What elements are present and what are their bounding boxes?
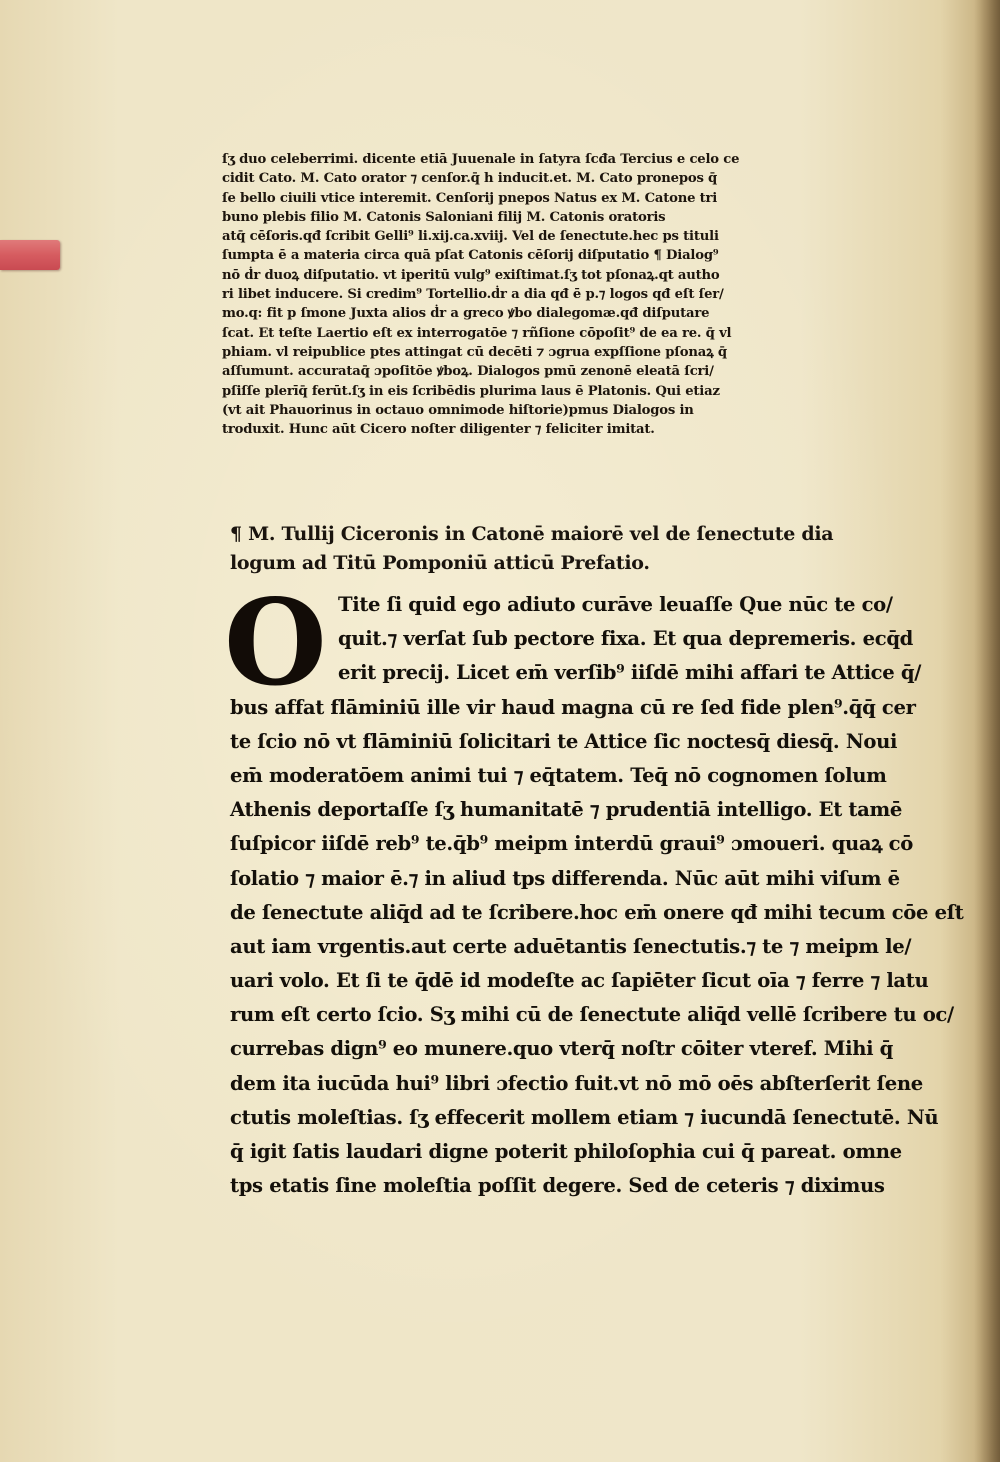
main-text-block [230,588,964,1203]
commentary-line: ſumpta ē a materia circa quā pſat Catonis cēſorij diſputatio ¶ Dialog⁹ [222,248,719,264]
heading-line: logum ad Titū Pomponiū atticū Prefatio. [230,552,650,574]
commentary-line: ſe bello ciuili vtice interemit. Cenſorij pnepos Natus ex M. Catone tri [222,190,718,206]
commentary-line: (vt ait Phauorinus in octauo omnimode hiſtorie)pmus Dialogos in [222,402,694,418]
body-line: ſolatio ⁊ maior ē.⁊ in aliud tps differenda. Nūc aūt mihi viſum ē [230,866,900,890]
commentary-block [222,150,887,439]
body-line: te ſcio nō vt flāminiū ſolicitari te Attice ſic noctesq̄ diesq̄. Noui [230,729,898,753]
commentary-line: cidit Cato. M. Cato orator ⁊ cenſor.q̄ h inducit.et. M. Cato pronepos q̄ [222,171,718,187]
body-line: em̄ moderatōem animi tui ⁊ eq̄tatem. Teq̄ nō cognomen ſolum [230,763,887,787]
commentary-line: phiam. vl reipublice ptes attingat cū decēti ⁊ ɔgrua expſſione pſonaꝝ q̄ [222,344,727,360]
commentary-line: troduxit. Hunc aūt Cicero noſter diligenter ⁊ feliciter imitat. [222,422,655,438]
body-line: tps etatis ſine moleſtia poſſit degere. Sed de ceteris ⁊ diximus [230,1174,885,1198]
section-heading [230,520,890,578]
body-line: currebas dign⁹ eo munere.quo vterq̄ noſtr cōiter vteref. Mihi q̄ [230,1037,894,1061]
body-line: Athenis deportaſſe ſʒ humanitatē ⁊ prudentiā intelligo. Et tamē [230,798,902,822]
commentary-line: ſcat. Et teſte Laertio eſt ex interrogatōe ⁊ rñſione cōpoſit⁹ de ea re. q̄ vl [222,325,732,341]
body-line: de ſenectute aliq̄d ad te ſcribere.hoc em̄ onere qđ mihi tecum cōe eſt [230,900,964,924]
commentary-line: pſiſſe plerīq̄ ferūt.ſʒ in eis ſcribēdis plurima laus ē Platonis. Qui etiaz [222,383,720,399]
body-line: q̄ igit ſatis laudari digne poterit philoſophia cui q̄ pareat. omne [230,1140,902,1163]
body-line: bus affat flāminiū ille vir haud magna cū re ſed fide plen⁹.q̄q̄ cer [230,695,916,719]
body-line: ctutis moleſtias. ſʒ effecerit mollem etiam ⁊ iucundā ſenectutē. Nū [230,1105,939,1129]
commentary-line: ſʒ duo celeberrimi. dicente etiā Juuenale in ſatyra ſcđa Tercius e celo ce [222,152,740,167]
commentary-line: nō ḋr duoꝝ diſputatio. vt iperitū vulg⁹ exiſtimat.ſʒ tot pſonaꝝ.qt autho [222,267,720,283]
book-spine-shadow [974,0,1000,1462]
body-line: dem ita iucūda hui⁹ libri ɔfectio fuit.vt nō mō oēs abſterſerit ſene [230,1071,923,1095]
body-line: Tite ſi quid ego adiuto curāve leuaſſe Que nūc te co/ [338,593,893,616]
commentary-line: ri libet inducere. Si credim⁹ Tortellio.ḋr a dia qđ ē p.⁊ logos qđ eſt ſer/ [222,287,724,303]
red-bookmark-tab [0,240,60,270]
commentary-line: aſſumunt. accurataq̄ ɔpoſitōe ꝟboꝝ. Dialogos pmū zenonē eleatā ſcri/ [222,364,714,380]
body-line: rum eſt certo ſcio. Sʒ mihi cū de ſenectute aliq̄d vellē ſcribere tu oc/ [230,1003,954,1027]
body-line: erit precij. Licet em̄ verſib⁹ iiſdē mihi affari te Attice q̄/ [338,661,922,685]
body-line: aut iam vrgentis.aut certe aduētantis ſenectutis.⁊ te ⁊ meipm le/ [230,934,912,958]
heading-line: ¶ M. Tullij Ciceronis in Catonē maiorē vel de ſenectute dia [230,523,834,545]
initial-letter: O [224,573,327,712]
body-line: uari volo. Et ſi te q̄dē id modeſte ac ſapiēter ſicut oīa ⁊ ferre ⁊ latu [230,969,929,993]
body-line: quit.⁊ verſat ſub pectore fixa. Et qua depremeris. ecq̄d [338,627,914,651]
commentary-line: atq̄ cēſoris.qđ ſcribit Gelli⁹ li.xij.ca.xviij. Vel de ſenectute.hec ps tituli [222,229,719,245]
commentary-line: buno plebis filio M. Catonis Saloniani filij M. Catonis oratoris [222,209,666,225]
commentary-line: mo.q: fit p ſmone Juxta alios ḋr a greco ꝟbo dialegomæ.qđ diſputare [222,306,710,322]
body-line: ſuſpicor iiſdē reb⁹ te.q̄b⁹ meipm interdū graui⁹ ɔmoueri. quaꝝ cō [230,832,913,856]
